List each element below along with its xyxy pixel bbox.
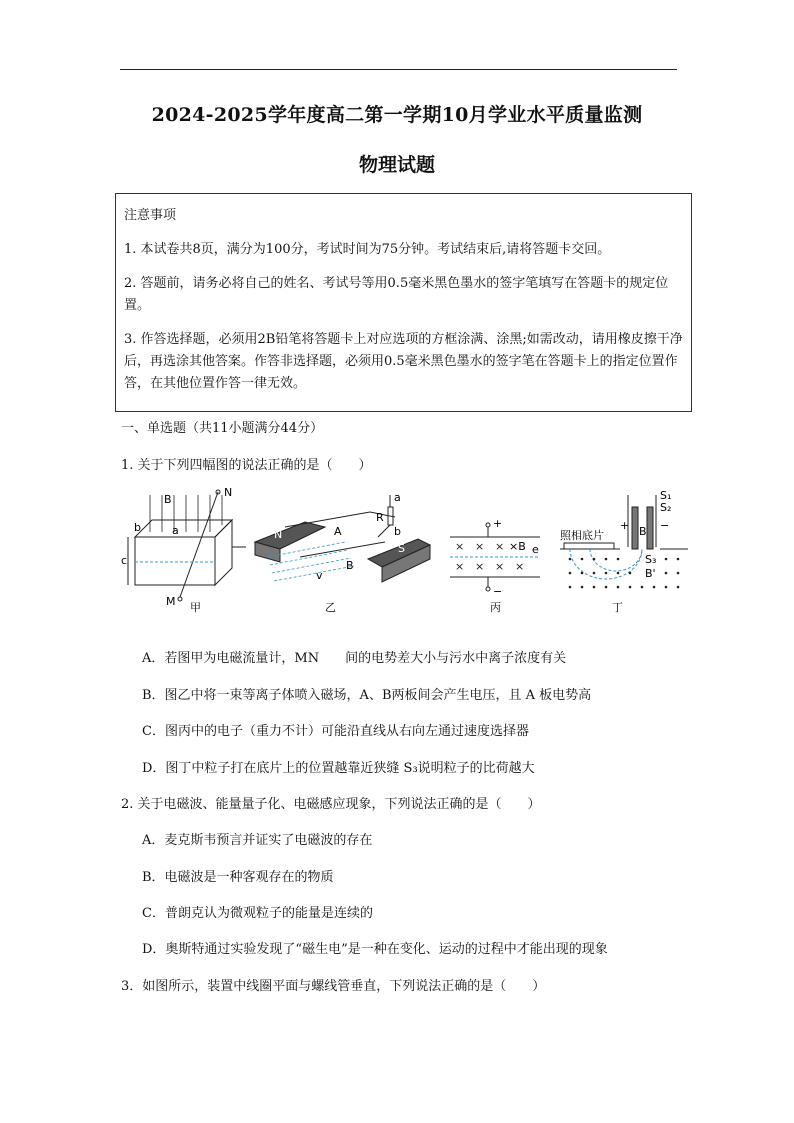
- panel-label-bing: 丙: [490, 601, 501, 614]
- panel-label-ding: 丁: [612, 601, 623, 614]
- label-plus-ding: +: [620, 519, 630, 532]
- label-S3: S₃: [645, 553, 657, 566]
- label-S2: S₂: [660, 501, 672, 514]
- question-stem: 2. 关于电磁波、能量量子化、电磁感应现象，下列说法正确的是（ ）: [121, 797, 541, 812]
- option-C: C．图丙中的电子（重力不计）可能沿直线从右向左通过速度选择器: [142, 724, 529, 739]
- notice-heading: 注意事项: [124, 208, 177, 223]
- page-subtitle: 物理试题: [358, 154, 435, 176]
- panel-label-yi: 乙: [325, 601, 336, 614]
- panel-label-jia: 甲: [190, 601, 201, 614]
- label-v: v: [316, 569, 323, 582]
- question-1-figure: [120, 487, 690, 617]
- label-N: N: [224, 487, 233, 499]
- label-A-plate: A: [334, 525, 342, 538]
- label-minus-bing: −: [493, 585, 503, 598]
- label-e: e: [532, 543, 539, 556]
- section-heading: 一、单选题（共11小题满分44分）: [121, 421, 324, 436]
- svg-text:×: ×: [475, 540, 485, 553]
- label-N-magnet: N: [274, 528, 283, 541]
- notice-item: 2. 答题前，请务必将自己的姓名、考试号等用0.5毫米黑色墨水的签字笔填写在答题卡的规定位置。: [124, 276, 669, 313]
- label-B-ding: B: [639, 525, 647, 538]
- question-stem: 3．如图所示，装置中线圈平面与螺线管垂直，下列说法正确的是（ ）: [121, 979, 546, 994]
- option-A: A．麦克斯韦预言并证实了电磁波的存在: [142, 833, 373, 848]
- label-B-bing: ×B: [509, 540, 526, 553]
- label-c: c: [121, 554, 128, 567]
- notice-item: 1. 本试卷共8页，满分为100分，考试时间为75分钟。考试结束后,请将答题卡交回。: [124, 242, 611, 257]
- label-b-yi: b: [394, 525, 401, 538]
- notice-item: 3. 作答选择题，必须用2B铅笔将答题卡上对应选项的方框涂满、涂黑;如需改动，请用橡皮擦干净后，再选涂其他答案。作答非选择题，必须用0.5毫米黑色墨水的签字笔在答题卡上的指定位置作答，在其他位置作答一律无效。: [124, 332, 683, 391]
- label-photo-plate: 照相底片: [560, 529, 604, 542]
- option-D: D．图丁中粒子打在底片上的位置越靠近狭缝 S₃说明粒子的比荷越大: [142, 761, 535, 776]
- svg-text:×: ×: [495, 540, 505, 553]
- label-B-plate: B: [346, 559, 354, 572]
- label-minus-ding: −: [660, 519, 670, 532]
- label-a-yi: a: [394, 491, 401, 504]
- option-B: B．图乙中将一束等离子体喷入磁场，A、B两板间会产生电压，且 A 板电势高: [142, 688, 592, 703]
- question-stem: 1. 关于下列四幅图的说法正确的是（ ）: [121, 458, 372, 473]
- option-A: A．若图甲为电磁流量计，MN 间的电势差大小与污水中离子浓度有关: [142, 651, 567, 666]
- option-C: C．普朗克认为微观粒子的能量是连续的: [142, 906, 373, 921]
- label-a: a: [172, 524, 179, 537]
- figure-panel-jia: [128, 490, 246, 601]
- notice-box: [115, 193, 692, 412]
- figure-panel-bing: [450, 523, 540, 591]
- svg-text:×: ×: [455, 540, 465, 553]
- label-B-prime: B': [645, 567, 656, 580]
- option-D: D．奥斯特通过实验发现了“磁生电”是一种在变化、运动的过程中才能出现的现象: [142, 942, 608, 957]
- svg-text:×: ×: [515, 560, 525, 573]
- label-b: b: [134, 521, 141, 534]
- svg-text:×: ×: [455, 560, 465, 573]
- label-S-magnet: S: [398, 542, 405, 555]
- label-S1: S₁: [660, 489, 672, 502]
- label-B: B: [164, 493, 172, 506]
- header-rule: [120, 69, 677, 70]
- label-R: R: [376, 511, 384, 524]
- svg-text:×: ×: [475, 560, 485, 573]
- label-M: M: [166, 595, 176, 608]
- page-title: 2024-2025学年度高二第一学期10月学业水平质量监测: [151, 104, 643, 126]
- label-plus-bing: +: [493, 517, 503, 530]
- svg-text:×: ×: [495, 560, 505, 573]
- option-B: B．电磁波是一种客观存在的物质: [142, 870, 334, 885]
